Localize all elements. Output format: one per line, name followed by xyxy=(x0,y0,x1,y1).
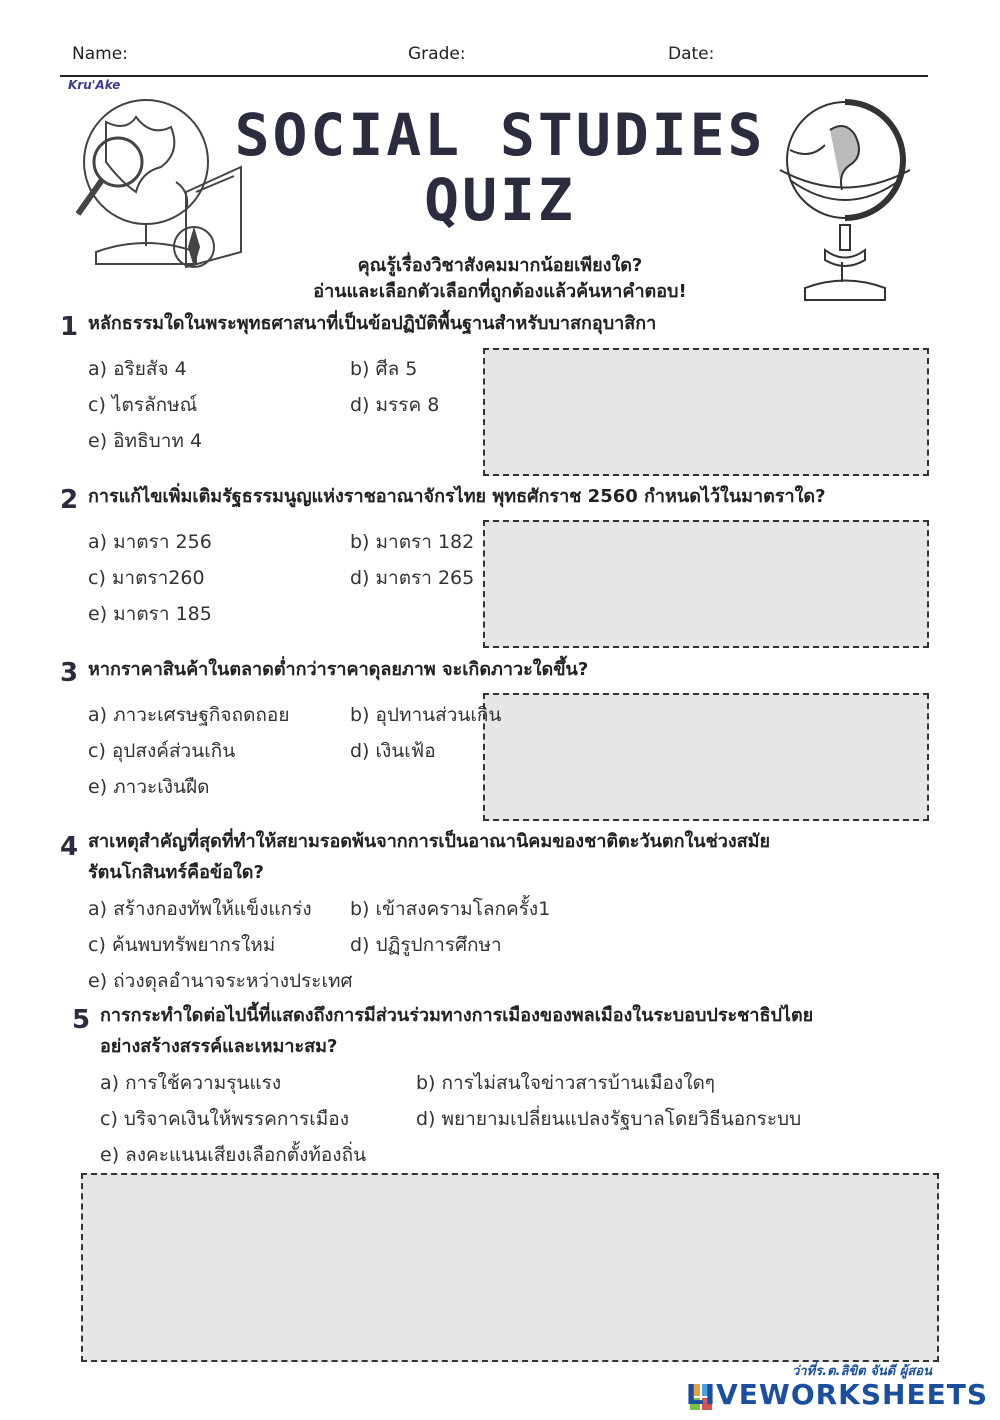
page-title-line1: SOCIAL STUDIES xyxy=(234,101,766,169)
option-c[interactable]: c) ค้นพบทรัพยากรใหม่ xyxy=(88,934,276,956)
answer-box[interactable] xyxy=(483,348,929,476)
option-a[interactable]: a) สร้างกองทัพให้แข็งแกร่ง xyxy=(88,898,312,920)
brand-logo: Kru'Ake xyxy=(68,78,121,92)
subtitle-line2: อ่านและเลือกตัวเลือกที่ถูกต้องแล้วค้นหาคำตอบ! xyxy=(313,281,687,302)
question-number: 3 xyxy=(60,658,79,688)
option-e[interactable]: e) อิทธิบาท 4 xyxy=(88,430,203,452)
option-e[interactable]: e) มาตรา 185 xyxy=(88,603,212,625)
option-b[interactable]: b) มาตรา 182 xyxy=(350,531,475,553)
grade-label: Grade: xyxy=(408,44,466,64)
option-d[interactable]: d) มาตรา 265 xyxy=(350,567,475,589)
answer-box[interactable] xyxy=(483,520,929,648)
option-c[interactable]: c) ไตรลักษณ์ xyxy=(88,394,198,416)
option-a[interactable]: a) มาตรา 256 xyxy=(88,531,212,553)
question-text-line1: สาเหตุสำคัญที่สุดที่ทำให้สยามรอดพ้นจากการเป็นอาณานิคมของชาติตะวันตกในช่วงสมัย xyxy=(88,831,771,852)
option-b[interactable]: b) เข้าสงครามโลกครั้ง1 xyxy=(350,898,551,920)
option-c[interactable]: c) มาตรา260 xyxy=(88,567,205,589)
option-d[interactable]: d) พยายามเปลี่ยนแปลงรัฐบาลโดยวิธีนอกระบบ xyxy=(416,1108,802,1130)
answer-box[interactable] xyxy=(81,1173,939,1362)
question-text: การแก้ไขเพิ่มเติมรัฐธรรมนูญแห่งราชอาณาจักรไทย พุทธศักราช 2560 กำหนดไว้ในมาตราใด? xyxy=(88,486,826,507)
teacher-credit: ว่าที่ร.ต.ลิขิต จันดี ผู้สอน xyxy=(791,1364,932,1379)
option-e[interactable]: e) ลงคะแนนเสียงเลือกตั้งท้องถิ่น xyxy=(100,1144,367,1166)
question-number: 4 xyxy=(60,832,79,862)
question-text: หลักธรรมใดในพระพุทธศาสนาที่เป็นข้อปฏิบัติพื้นฐานสำหรับบาสกอุบาสิกา xyxy=(88,313,657,334)
option-d[interactable]: d) เงินเฟ้อ xyxy=(350,740,436,762)
liveworksheets-logo[interactable]: LIVEWORKSHEETS xyxy=(685,1378,988,1411)
page-title-line2: QUIZ xyxy=(424,166,576,234)
option-e[interactable]: e) ถ่วงดุลอำนาจระหว่างประเทศ xyxy=(88,970,353,992)
option-a[interactable]: a) ภาวะเศรษฐกิจถดถอย xyxy=(88,704,290,726)
question-number: 5 xyxy=(72,1005,91,1035)
question-number: 2 xyxy=(60,485,79,515)
option-d[interactable]: d) ปฏิรูปการศึกษา xyxy=(350,934,502,956)
option-a[interactable]: a) อริยสัจ 4 xyxy=(88,358,187,380)
option-d[interactable]: d) มรรค 8 xyxy=(350,394,440,416)
option-a[interactable]: a) การใช้ความรุนแรง xyxy=(100,1072,282,1094)
option-e[interactable]: e) ภาวะเงินฝืด xyxy=(88,776,210,798)
option-b[interactable]: b) ศีล 5 xyxy=(350,358,418,380)
option-b[interactable]: b) การไม่สนใจข่าวสารบ้านเมืองใดๆ xyxy=(416,1072,716,1094)
header-divider xyxy=(60,75,928,77)
name-label: Name: xyxy=(72,44,128,64)
question-number: 1 xyxy=(60,312,79,342)
question-text-line1: การกระทำใดต่อไปนี้ที่แสดงถึงการมีส่วนร่วมทางการเมืองของพลเมืองในระบอบประชาธิปไตย xyxy=(100,1005,814,1026)
question-text-line2: อย่างสร้างสรรค์และเหมาะสม? xyxy=(100,1036,338,1057)
option-b[interactable]: b) อุปทานส่วนเกิน xyxy=(350,704,502,726)
option-c[interactable]: c) บริจาคเงินให้พรรคการเมือง xyxy=(100,1108,349,1130)
option-c[interactable]: c) อุปสงค์ส่วนเกิน xyxy=(88,740,236,762)
globe-magnifier-illustration xyxy=(66,92,248,278)
question-text: หากราคาสินค้าในตลาดต่ำกว่าราคาดุลยภาพ จะเกิดภาวะใดขึ้น? xyxy=(88,659,589,680)
globe-stand-illustration xyxy=(770,90,920,310)
date-label: Date: xyxy=(668,44,715,64)
question-text-line2: รัตนโกสินทร์คือข้อใด? xyxy=(88,862,264,883)
subtitle-line1: คุณรู้เรื่องวิชาสังคมมากน้อยเพียงใด? xyxy=(357,255,643,276)
answer-box[interactable] xyxy=(483,693,929,821)
